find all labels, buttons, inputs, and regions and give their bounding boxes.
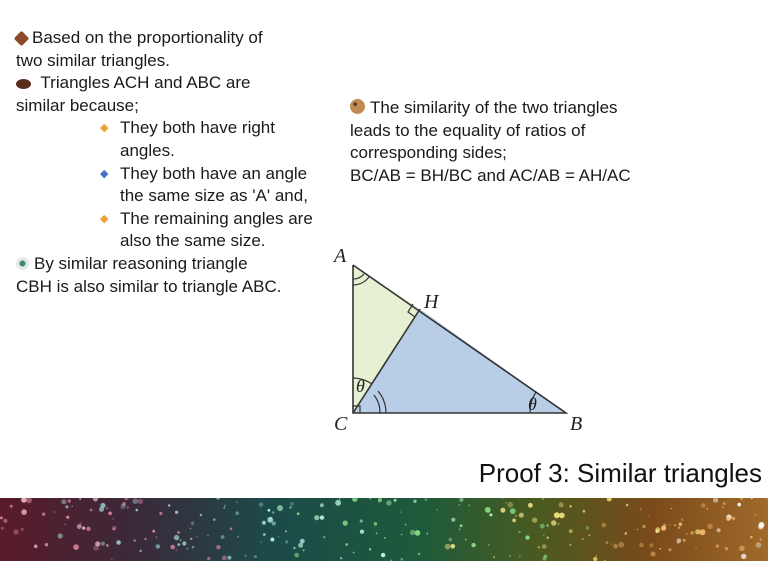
donut-icon xyxy=(16,79,31,89)
label-theta-b: θ xyxy=(528,394,537,414)
left-text-block xyxy=(16,27,316,298)
orange-diamond-icon: ◆ xyxy=(100,212,109,225)
bullet-item: ◆ The remaining angles are xyxy=(16,208,316,231)
similar-triangles-diagram xyxy=(326,236,616,441)
label-a: A xyxy=(334,245,347,267)
text-line: corresponding sides; xyxy=(350,143,507,163)
text-line: By similar reasoning triangle xyxy=(16,253,316,276)
label-c: C xyxy=(334,413,348,435)
glitter-banner xyxy=(0,498,768,561)
text-line: Triangles ACH and ABC are xyxy=(16,72,316,95)
text-line: similar because; xyxy=(16,95,139,115)
text-line: CBH is also similar to triangle ABC. xyxy=(16,276,282,296)
label-h: H xyxy=(424,291,439,313)
text-line: Based on the proportionality of xyxy=(16,27,316,50)
blue-diamond-icon: ◆ xyxy=(100,167,109,180)
bullet-item: ◆ They both have an angle xyxy=(16,163,316,186)
eye-icon xyxy=(16,257,29,270)
text-line: the same size as 'A' and, xyxy=(120,186,308,206)
slide-title: Proof 3: Similar triangles xyxy=(478,458,762,488)
text-line: also the same size. xyxy=(120,231,266,251)
text-line: The similarity of the two triangles xyxy=(350,97,710,120)
label-b: B xyxy=(570,413,583,435)
text-line: leads to the equality of ratios of xyxy=(350,120,586,140)
cookie-icon xyxy=(350,99,365,114)
orange-diamond-icon: ◆ xyxy=(100,122,109,135)
label-theta-c: θ xyxy=(356,376,365,396)
text-line: BC/AB = BH/BC and AC/AB = AH/AC xyxy=(350,165,631,185)
text-line: two similar triangles. xyxy=(16,50,170,70)
right-text-block xyxy=(350,97,710,187)
text-line: angles. xyxy=(120,140,175,160)
chocolate-icon xyxy=(14,31,30,47)
bullet-item: ◆ They both have right xyxy=(16,117,316,140)
